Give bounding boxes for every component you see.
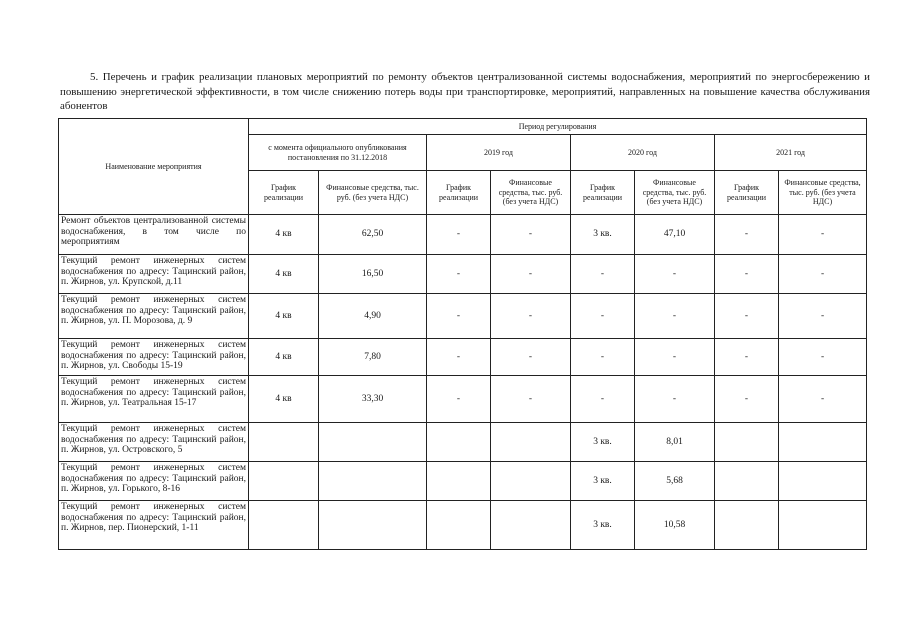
table-row xyxy=(59,255,867,294)
schedule-cell: 4 кв xyxy=(249,294,319,339)
table-row xyxy=(59,376,867,423)
finance-cell: - xyxy=(635,255,715,294)
activity-name-cell: Текущий ремонт инженерных систем водоснабжения по адресу: Тацинский район, п. Жирнов, ул. Театральная 15-17 xyxy=(59,376,249,423)
schedule-cell xyxy=(427,462,491,501)
finance-cell: 5,68 xyxy=(635,462,715,501)
plan-table xyxy=(58,118,867,550)
activity-name-cell: Текущий ремонт инженерных систем водоснабжения по адресу: Тацинский район, п. Жирнов, ул. Крупской, д.11 xyxy=(59,255,249,294)
activity-name-cell: Текущий ремонт инженерных систем водоснабжения по адресу: Тацинский район, п. Жирнов, ул. Свободы 15-19 xyxy=(59,339,249,376)
table-row xyxy=(59,215,867,255)
schedule-cell: - xyxy=(715,339,779,376)
finance-header: Финансовые средства, тыс. руб. (без учета НДС) xyxy=(319,171,427,215)
col-name-header: Наименование мероприятия xyxy=(59,119,249,215)
schedule-cell: 4 кв xyxy=(249,339,319,376)
activity-name-cell: Ремонт объектов централизованной системы водоснабжения, в том числе по мероприятиям xyxy=(59,215,249,255)
schedule-cell: - xyxy=(571,255,635,294)
period-header: Период регулирования xyxy=(249,119,867,135)
finance-cell: 47,10 xyxy=(635,215,715,255)
finance-header: Финансовые средства, тыс. руб. (без учета НДС) xyxy=(491,171,571,215)
finance-header: Финансовые средства, тыс. руб. (без учета НДС) xyxy=(779,171,867,215)
activity-name-cell: Текущий ремонт инженерных систем водоснабжения по адресу: Тацинский район, п. Жирнов, ул. Островского, 5 xyxy=(59,423,249,462)
schedule-cell xyxy=(715,423,779,462)
schedule-cell xyxy=(249,501,319,550)
table-row xyxy=(59,294,867,339)
activity-name-cell: Текущий ремонт инженерных систем водоснабжения по адресу: Тацинский район, п. Жирнов, ул. Горького, 8-16 xyxy=(59,462,249,501)
finance-cell: 4,90 xyxy=(319,294,427,339)
finance-cell xyxy=(491,423,571,462)
schedule-cell: - xyxy=(427,215,491,255)
schedule-cell: 3 кв. xyxy=(571,462,635,501)
finance-cell xyxy=(491,462,571,501)
section-heading: 5. Перечень и график реализации плановых мероприятий по ремонту объектов централизованной системы водоснабжения, мероприятий по энергосбережению и повышению энергетической эффективности, в том числе снижению потерь воды при транспортировке, мероприятий, направленных на повышение качества обслуживания абонентов xyxy=(60,71,870,113)
finance-cell: - xyxy=(779,215,867,255)
finance-cell: - xyxy=(779,339,867,376)
finance-cell xyxy=(319,501,427,550)
activity-name-cell: Текущий ремонт инженерных систем водоснабжения по адресу: Тацинский район, п. Жирнов, ул. П. Морозова, д. 9 xyxy=(59,294,249,339)
schedule-cell: - xyxy=(427,294,491,339)
finance-cell xyxy=(779,501,867,550)
period-header-2018: с момента официального опубликования постановления по 31.12.2018 xyxy=(249,135,427,171)
table-row xyxy=(59,501,867,550)
finance-cell xyxy=(779,423,867,462)
finance-cell: 7,80 xyxy=(319,339,427,376)
schedule-cell: - xyxy=(427,255,491,294)
schedule-cell xyxy=(715,501,779,550)
schedule-cell: 3 кв. xyxy=(571,215,635,255)
schedule-cell: 3 кв. xyxy=(571,501,635,550)
finance-cell: - xyxy=(491,376,571,423)
period-header-2019: 2019 год xyxy=(427,135,571,171)
period-header-2021: 2021 год xyxy=(715,135,867,171)
schedule-cell: - xyxy=(715,215,779,255)
finance-cell: - xyxy=(779,255,867,294)
finance-header: Финансовые средства, тыс. руб. (без учета НДС) xyxy=(635,171,715,215)
finance-cell: - xyxy=(491,215,571,255)
finance-cell: - xyxy=(635,294,715,339)
finance-cell xyxy=(319,462,427,501)
finance-cell: 33,30 xyxy=(319,376,427,423)
schedule-cell: - xyxy=(427,339,491,376)
finance-cell: 62,50 xyxy=(319,215,427,255)
schedule-cell: - xyxy=(715,255,779,294)
schedule-cell: 3 кв. xyxy=(571,423,635,462)
schedule-cell: - xyxy=(571,339,635,376)
schedule-cell xyxy=(249,462,319,501)
table-row xyxy=(59,339,867,376)
finance-cell xyxy=(779,462,867,501)
finance-cell: - xyxy=(635,376,715,423)
schedule-cell: 4 кв xyxy=(249,255,319,294)
schedule-cell: - xyxy=(427,376,491,423)
schedule-header: График реализации xyxy=(571,171,635,215)
finance-cell: 16,50 xyxy=(319,255,427,294)
schedule-cell: 4 кв xyxy=(249,376,319,423)
schedule-cell xyxy=(715,462,779,501)
schedule-header: График реализации xyxy=(249,171,319,215)
period-header-2020: 2020 год xyxy=(571,135,715,171)
schedule-cell: - xyxy=(571,376,635,423)
schedule-cell xyxy=(249,423,319,462)
schedule-cell: 4 кв xyxy=(249,215,319,255)
finance-cell: - xyxy=(491,339,571,376)
finance-cell: 10,58 xyxy=(635,501,715,550)
schedule-cell: - xyxy=(571,294,635,339)
finance-cell: - xyxy=(779,376,867,423)
schedule-cell xyxy=(427,423,491,462)
schedule-header: График реализации xyxy=(427,171,491,215)
finance-cell: - xyxy=(491,294,571,339)
activity-name-cell: Текущий ремонт инженерных систем водоснабжения по адресу: Тацинский район, п. Жирнов, пер. Пионерский, 1-11 xyxy=(59,501,249,550)
table-row xyxy=(59,423,867,462)
schedule-cell xyxy=(427,501,491,550)
schedule-header: График реализации xyxy=(715,171,779,215)
finance-cell: - xyxy=(635,339,715,376)
finance-cell: - xyxy=(779,294,867,339)
finance-cell xyxy=(491,501,571,550)
table-row xyxy=(59,462,867,501)
finance-cell: 8,01 xyxy=(635,423,715,462)
schedule-cell: - xyxy=(715,376,779,423)
schedule-cell: - xyxy=(715,294,779,339)
finance-cell xyxy=(319,423,427,462)
finance-cell: - xyxy=(491,255,571,294)
